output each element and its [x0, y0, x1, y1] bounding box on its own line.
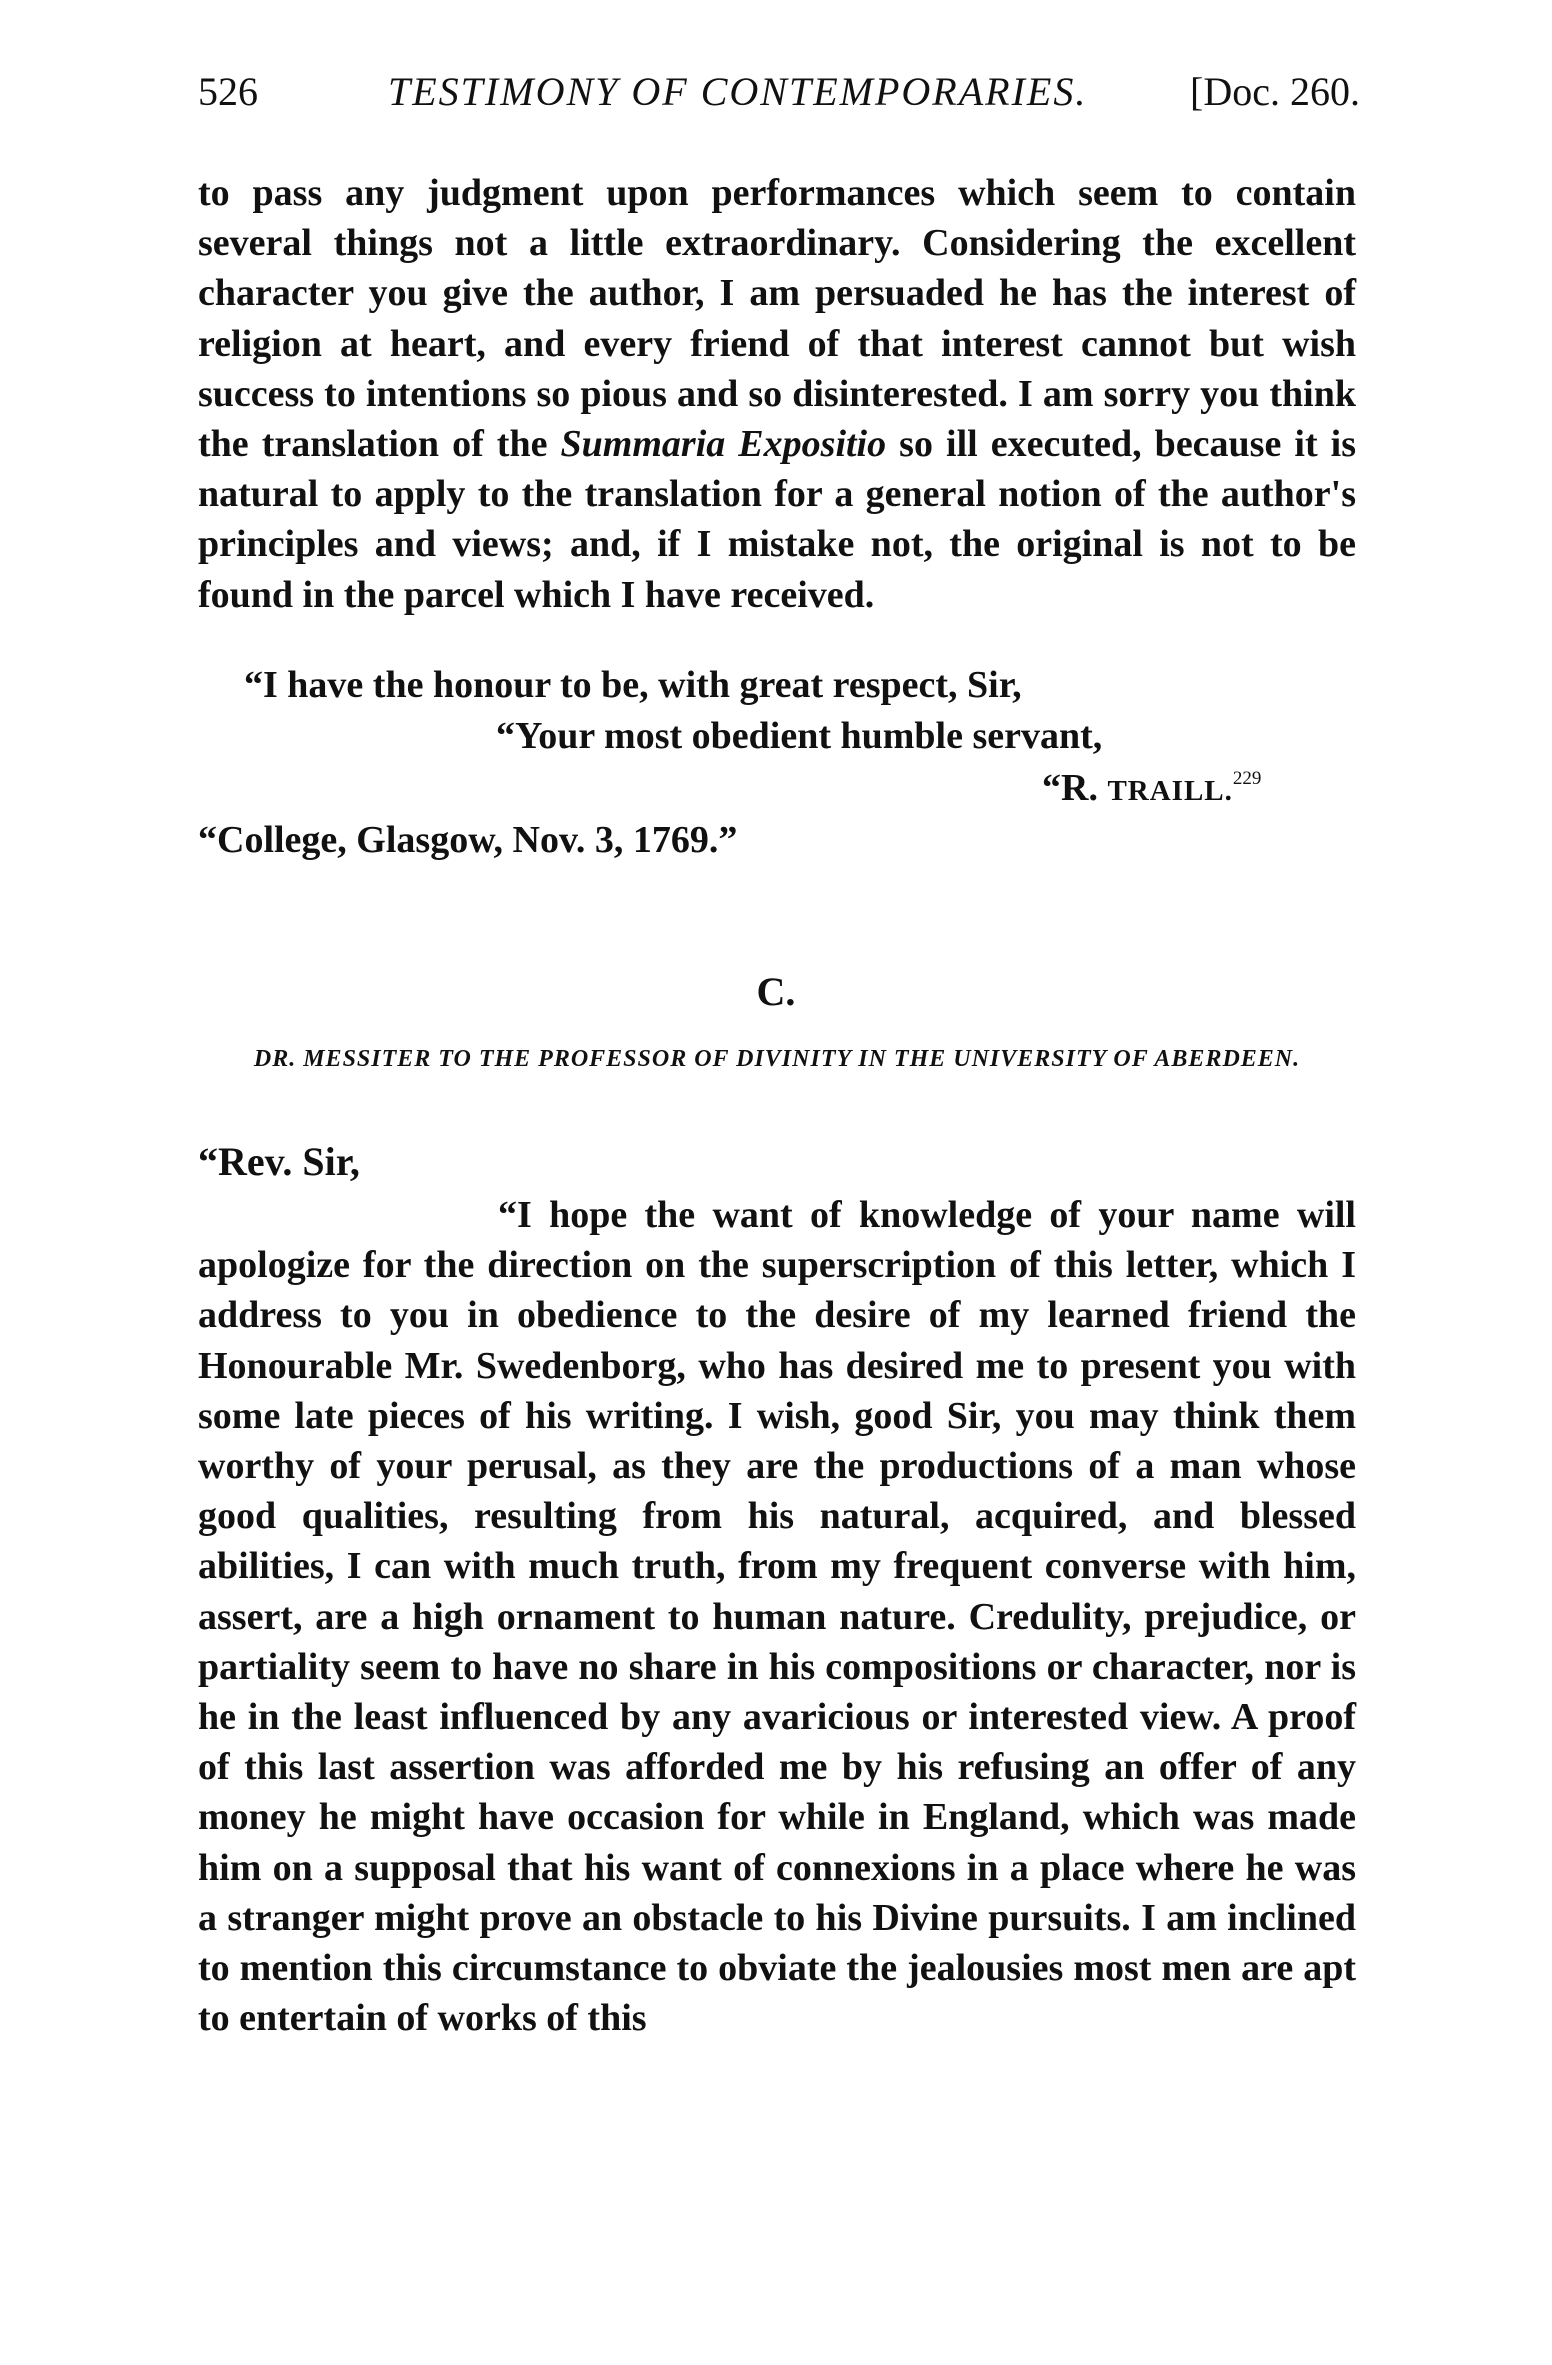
- salutation: “Rev. Sir,: [198, 1139, 360, 1184]
- page-number: 526: [198, 69, 258, 114]
- paragraph-text-start: to pass any judgment upon performances which seem to contain several things not a little extraordinary. Considering the excellent character you give the author, I am persuaded he has the interest of religion at heart, and every friend of that interest cannot but wish success to intentions so pious and so disinterested. I am sorry you think the translation of the: [198, 172, 1356, 466]
- paragraph-text-end: so ill executed, because it is natural to apply to the translation for a general notion of the author's principles and views; and, if I mistake not, the original is not to be found in the parcel which I have received.: [198, 423, 1356, 616]
- section-heading: DR. MESSITER TO THE PROFESSOR OF DIVINITY IN THE UNIVERSITY OF ABERDEEN.: [253, 1046, 1301, 1072]
- signature-name: TRAILL.: [1107, 775, 1233, 807]
- running-title: TESTIMONY OF CONTEMPORARIES.: [388, 69, 1088, 114]
- italic-title: Summaria Expositio: [560, 423, 887, 466]
- closing-line-2: “Your most obedient humble servant,: [496, 715, 1103, 757]
- running-head: [198, 68, 1360, 128]
- document-reference: [Doc. 260.: [1190, 69, 1360, 114]
- letter-body: [198, 1190, 1356, 2043]
- signature: [1042, 766, 1261, 810]
- footnote-marker: 229: [1232, 768, 1262, 790]
- closing-line-1: “I have the honour to be, with great respect, Sir,: [244, 664, 1022, 706]
- dateline: “College, Glasgow, Nov. 3, 1769.”: [198, 819, 738, 861]
- section-letter: C.: [756, 969, 796, 1014]
- signature-prefix: “R.: [1042, 767, 1108, 809]
- paragraph-continuation: [198, 168, 1356, 620]
- letter-body-text: “I hope the want of knowledge of your name will apologize for the direction on the superscription of this letter, which I address to you in obedience to the desire of my learned friend the Honourable Mr. Swedenborg, who has desired me to present you with some late pieces of his writing. I wish, good Sir, you may think them worthy of your perusal, as they are the productions of a man whose good qualities, resulting from his natural, acquired, and blessed abilities, I can with much truth, from my frequent converse with him, assert, are a high ornament to human nature. Credulity, prejudice, or partiality seem to have no share in his compositions or character, nor is he in the least influenced by any avaricious or interested view. A proof of this last assertion was afforded me by his refusing an offer of any money he might have occasion for while in England, which was made him on a supposal that his want of connexions in a place where he was a stranger might prove an obstacle to his Divine pursuits. I am inclined to mention this circumstance to obviate the jealousies most men are apt to entertain of works of this: [198, 1194, 1356, 2040]
